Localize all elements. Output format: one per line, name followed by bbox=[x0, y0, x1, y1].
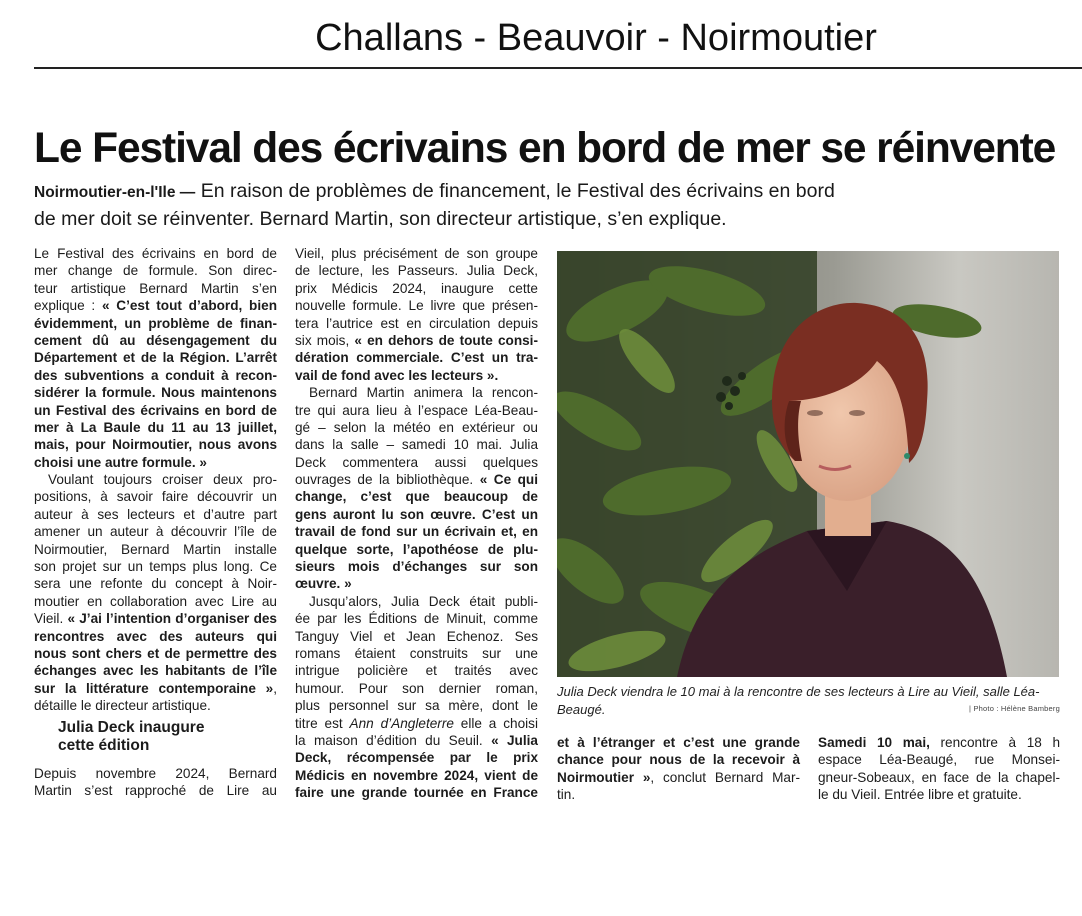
text-line: détaille le directeur artistique. bbox=[34, 698, 211, 714]
quote-line: choisi une autre formule. » bbox=[34, 454, 207, 470]
text-line: positions, à savoir faire découvrir un bbox=[34, 489, 277, 505]
text-line bbox=[818, 734, 1060, 751]
text-line: Voulant toujours croiser deux pro- bbox=[48, 472, 277, 488]
portrait-photo bbox=[557, 251, 1059, 677]
text-line bbox=[34, 610, 277, 627]
quote-line: évidemment, un problème de finan- bbox=[34, 315, 277, 331]
text-line: Bernard Martin animera la rencon- bbox=[309, 385, 538, 401]
quote-line: un Festival des écrivains en bord de bbox=[34, 402, 277, 418]
text-line bbox=[295, 715, 538, 732]
text-line: espace Léa-Beaugé, rue Monsei- bbox=[818, 752, 1060, 768]
text-line: plus personnel sur sa mère, dont le bbox=[295, 698, 538, 714]
quote-line: œuvre. » bbox=[295, 576, 352, 592]
text-line: son projet sur un temps plus long. Ce bbox=[34, 559, 277, 575]
quote-run: « Ce qui bbox=[479, 472, 539, 488]
text-line bbox=[295, 732, 538, 749]
text-line bbox=[295, 332, 538, 349]
text-line: ée par les Éditions de Minuit, comme bbox=[295, 611, 538, 627]
section-rule bbox=[34, 67, 1082, 69]
text-run: elle a choisi bbox=[453, 715, 538, 731]
text-line: mer change de formule. Son direc- bbox=[34, 263, 277, 279]
text-line: dans la salle – samedi 10 mai. Julia bbox=[295, 437, 538, 453]
text-run: , bbox=[273, 680, 277, 696]
column-1 bbox=[34, 245, 277, 799]
lede bbox=[34, 178, 894, 232]
subheading-line-1: Julia Deck inaugure bbox=[58, 718, 205, 736]
text-run: six mois, bbox=[295, 332, 355, 348]
text-line bbox=[34, 297, 277, 314]
quote-line: travail de fond sur un écrivain et, en bbox=[295, 524, 538, 540]
text-line: tera l’autrice est en circulation depuis bbox=[295, 315, 538, 331]
text-run: Vieil. bbox=[34, 611, 68, 627]
column-4-practical-info bbox=[818, 734, 1060, 804]
quote-line: rencontres avec des auteurs qui bbox=[34, 628, 277, 644]
text-line bbox=[557, 769, 800, 786]
text-line: Deck commentera aussi quelques bbox=[295, 454, 538, 470]
quote-line: Médicis en novembre 2024, vient de bbox=[295, 767, 538, 783]
quote-run: « en dehors de toute consi- bbox=[354, 332, 538, 348]
quote-line: Deck, récompensée par le prix bbox=[295, 750, 538, 766]
text-line: teur artistique Bernard Martin s’en bbox=[34, 280, 277, 296]
text-run: titre est bbox=[295, 715, 350, 731]
lede-line-2: de mer doit se réinventer. Bernard Martin, son directeur artistique, s’en explique. bbox=[34, 208, 727, 230]
text-line: nouvelle formule. Le livre que présen- bbox=[295, 298, 538, 314]
quote-line: échanges avec les habitants de l’île bbox=[34, 663, 277, 679]
quote-line: faire une grande tournée en France bbox=[295, 785, 538, 801]
text-run: explique : bbox=[34, 298, 102, 314]
text-run: ouvrages de la bibliothèque. bbox=[295, 472, 480, 488]
photo-credit: | Photo : Hélène Bamberg bbox=[969, 704, 1060, 713]
quote-line: gens auront lu son œuvre. C’est un bbox=[295, 506, 538, 522]
quote-line: mais, pour Noirmoutier, nous avons bbox=[34, 437, 277, 453]
lede-text-1: En raison de problèmes de financement, le Festival des écrivains en bord bbox=[195, 180, 835, 202]
quote-line: sidérer la formule. Nous maintenons bbox=[34, 385, 277, 401]
text-line: romans étaient construits sur une bbox=[295, 645, 538, 661]
text-line: intrigue policière et traités avec bbox=[295, 663, 538, 679]
text-line: auteur à ses lecteurs et d’autre part bbox=[34, 506, 277, 522]
text-line bbox=[34, 680, 277, 697]
quote-line: et à l’étranger et c’est une grande bbox=[557, 735, 800, 750]
text-line: Martin s’est rapproché de Lire au bbox=[34, 782, 277, 798]
text-line: prix Médicis 2024, inaugure cette bbox=[295, 280, 538, 296]
event-date: Samedi 10 mai, bbox=[818, 735, 930, 750]
text-line: tre qui aura lieu à l’espace Léa-Beau- bbox=[295, 402, 538, 418]
text-line: Depuis novembre 2024, Bernard bbox=[34, 765, 277, 781]
text-line: Jusqu’alors, Julia Deck était publi- bbox=[309, 593, 538, 609]
subheading bbox=[34, 719, 277, 755]
subheading-line-2: cette édition bbox=[58, 736, 150, 754]
text-line: gé – selon la météo en extérieur ou bbox=[295, 419, 538, 435]
quote-line: cement dû au désengagement du bbox=[34, 332, 277, 348]
text-run: la maison d’édition du Seuil. bbox=[295, 732, 492, 748]
section-title: Challans - Beauvoir - Noirmoutier bbox=[315, 17, 877, 59]
text-line: de lecture, les Passeurs. Julia Deck, bbox=[295, 263, 538, 279]
headline: Le Festival des écrivains en bord de mer se réinvente bbox=[34, 125, 1056, 172]
quote-line: nous sont chers et de permettre des bbox=[34, 645, 277, 661]
quote-run: « Julia bbox=[491, 732, 538, 748]
text-line: le du Vieil. Entrée libre et gratuite. bbox=[818, 787, 1022, 803]
text-line: tin. bbox=[557, 787, 576, 803]
text-line: amener un auteur à découvrir l’île de bbox=[34, 524, 277, 540]
quote-line: quelque sorte, l’apothéose de plu- bbox=[295, 541, 538, 557]
text-line bbox=[295, 471, 538, 488]
quote-line: dération commerciale. C’est un tra- bbox=[295, 350, 538, 366]
quote-run: « J’ai l’intention d’organiser des bbox=[67, 611, 277, 627]
text-line: Noirmoutier, Bernard Martin installe bbox=[34, 541, 277, 557]
quote-run: Noirmoutier » bbox=[557, 769, 651, 785]
quote-run: « C’est tout d’abord, bien bbox=[101, 298, 277, 314]
quote-line: des subventions a conduit à recon- bbox=[34, 367, 277, 383]
quote-line: Département et de la Région. L’arrêt bbox=[34, 350, 277, 366]
quote-line: vail de fond avec les lecteurs ». bbox=[295, 367, 499, 383]
quote-line: mer à La Baule du 11 au 13 juillet, bbox=[34, 419, 277, 435]
text-line: Vieil, plus précisément de son groupe bbox=[295, 246, 538, 261]
text-line: moutier en collaboration avec Lire au bbox=[34, 593, 277, 609]
lede-line-1 bbox=[34, 178, 894, 206]
text-line: Tanguy Viel et Jean Echenoz. Ses bbox=[295, 628, 538, 644]
text-run: rencontre à 18 h bbox=[929, 735, 1061, 750]
quote-run: sur la littérature contemporaine » bbox=[34, 680, 274, 696]
text-line: gneur-Sobeaux, en face de la chapel- bbox=[818, 769, 1060, 785]
column-2 bbox=[295, 245, 538, 802]
dateline: Noirmoutier-en-l'Ile — bbox=[34, 184, 196, 201]
column-3 bbox=[557, 734, 800, 804]
quote-line: sieurs mois d’échanges sur son bbox=[295, 559, 538, 575]
text-line: Le Festival des écrivains en bord de bbox=[34, 246, 277, 261]
quote-line: change, c’est que beaucoup de bbox=[295, 489, 538, 505]
quote-line: chance pour nous de la recevoir à bbox=[557, 752, 800, 768]
text-line: sera une refonte du concept à Noir- bbox=[34, 576, 277, 592]
text-line: humour. Pour son dernier roman, bbox=[295, 680, 538, 696]
photo-caption: Julia Deck viendra le 10 mai à la rencontre de ses lecteurs à Lire au Vieil, salle Léa-Beaugé. bbox=[557, 684, 1040, 717]
text-run: , conclut Bernard Mar- bbox=[650, 769, 801, 785]
book-title: Ann d’Angleterre bbox=[349, 715, 454, 731]
